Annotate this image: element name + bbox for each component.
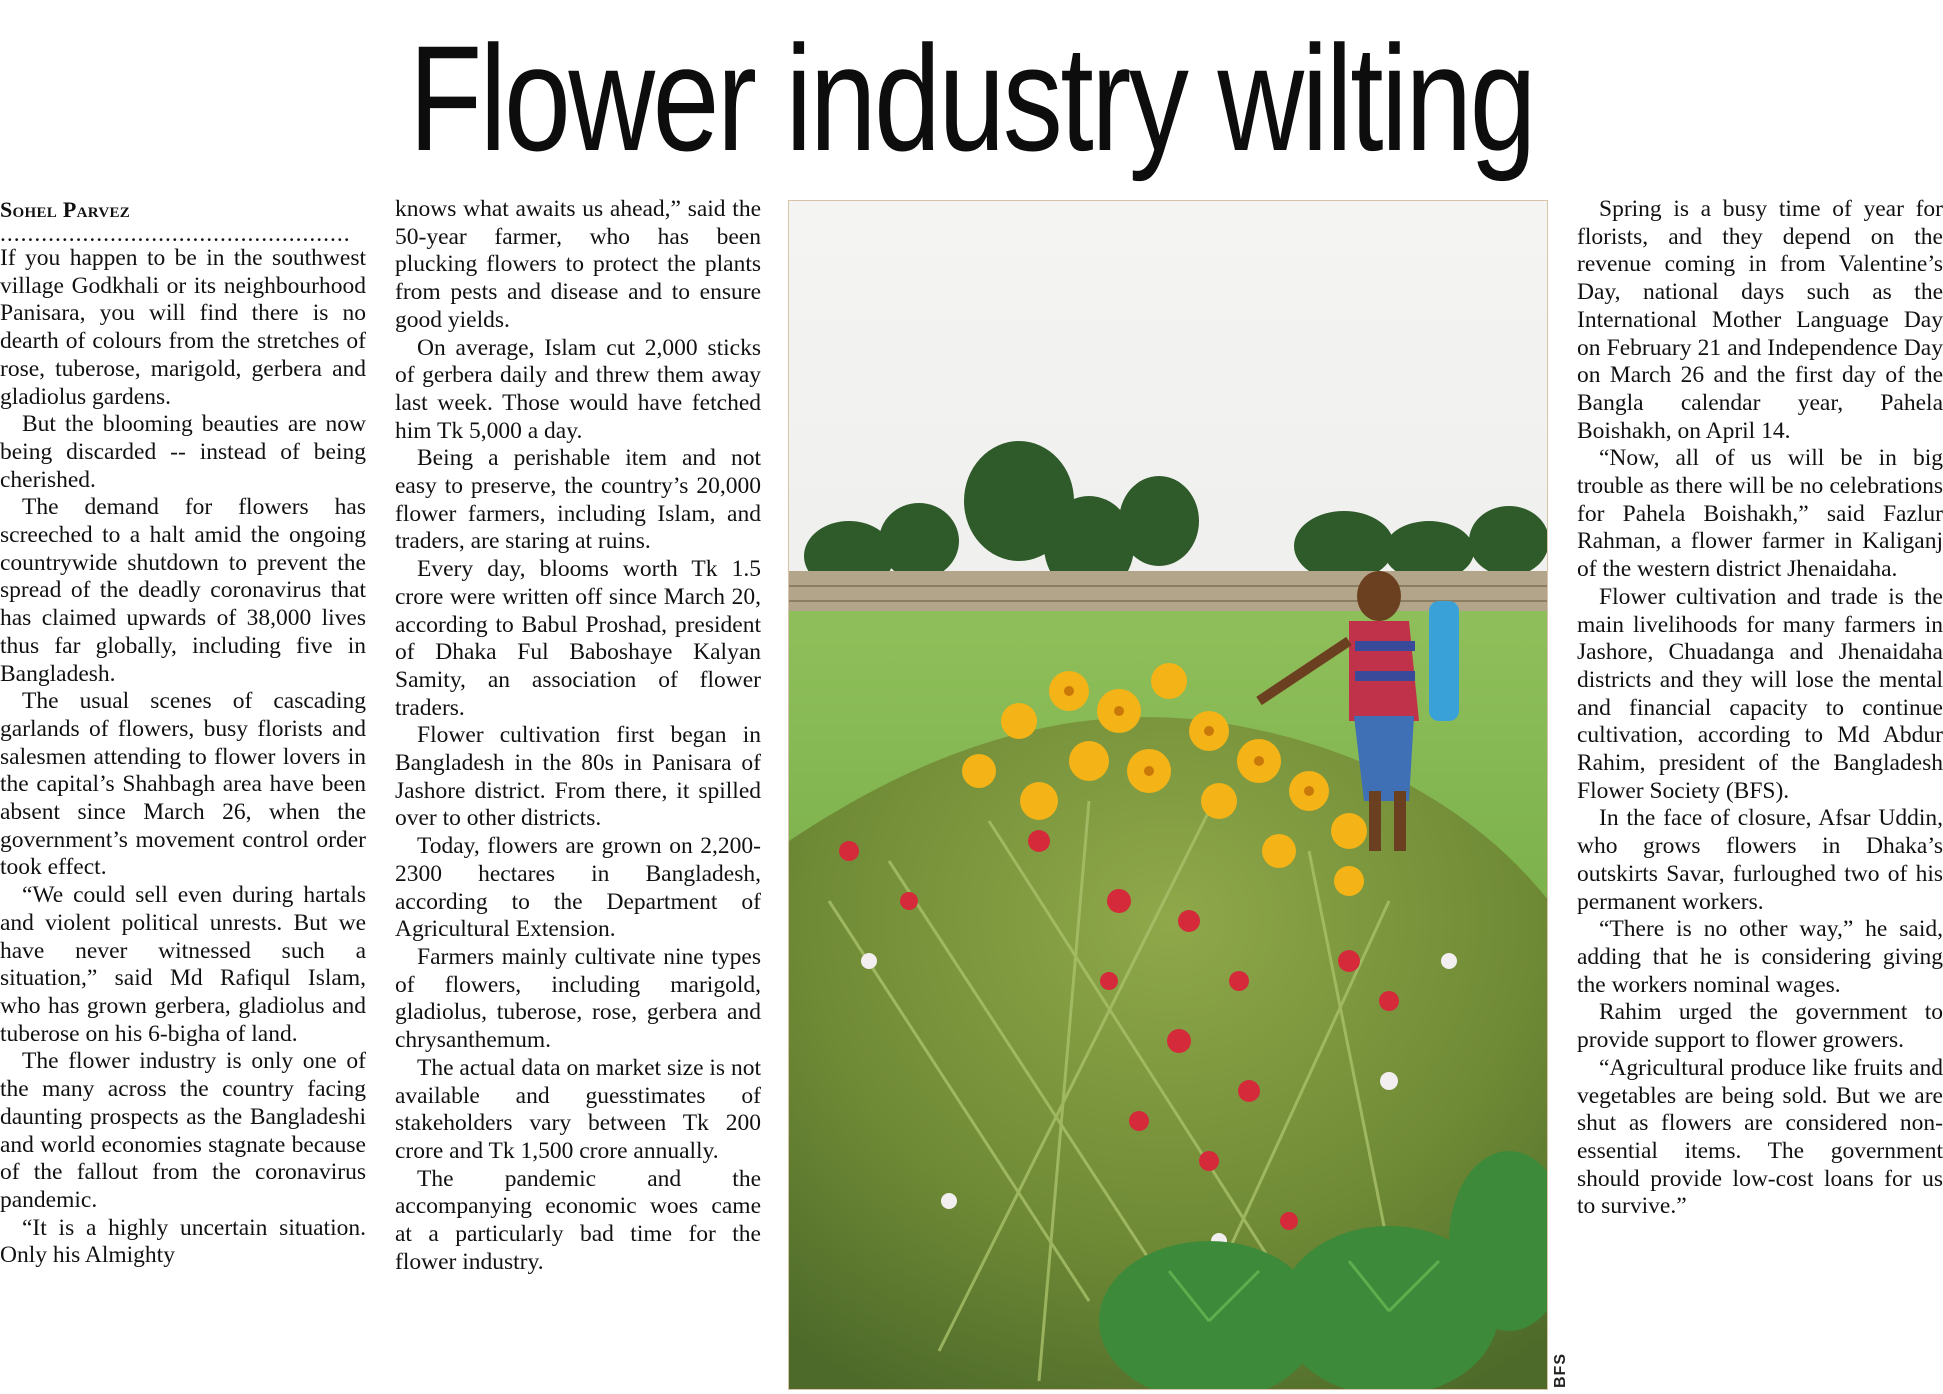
paragraph: Flower cultivation first began in Bangladesh in the 80s in Panisara of Jashore district. From there, it spilled over to other districts. xyxy=(395,722,761,832)
paragraph: In the face of closure, Afsar Uddin, who grows flowers in Dhaka’s outskirts Savar, furloughed two of his permanent workers. xyxy=(1577,805,1943,915)
paragraph: If you happen to be in the southwest village Godkhali or its neighbourhood Panisara, you will find there is no dearth of colours from the stretches of rose, tuberose, marigold, gerbera and gladiolus gardens. xyxy=(0,245,366,410)
paragraph: Rahim urged the government to provide support to flower growers. xyxy=(1577,999,1943,1054)
paragraph: Every day, blooms worth Tk 1.5 crore were written off since March 20, according to Babul Proshad, president of Dhaka Ful Baboshaye Kalyan Samity, an association of flower traders. xyxy=(395,556,761,721)
paragraph: Spring is a busy time of year for florists, and they depend on the revenue coming in from Valentine’s Day, national days such as the International Mother Language Day on February 21 and Independence Day on March 26 and the first day of the Bangla calendar year, Pahela Boishakh, on April 14. xyxy=(1577,196,1943,444)
article-column-3 xyxy=(1577,196,1943,1221)
byline: Sohel Parvez xyxy=(0,197,131,222)
paragraph: “It is a highly uncertain situation. Only his Almighty xyxy=(0,1214,366,1269)
paragraph: “We could sell even during hartals and violent political unrests. But we have never witnessed such a situation,” said Md Rafiqul Islam, who has grown gerbera, gladiolus and tuberose on his 6-bigha of land. xyxy=(0,882,366,1047)
paragraph: But the blooming beauties are now being discarded -- instead of being cherished. xyxy=(0,411,366,493)
paragraph: “Agricultural produce like fruits and vegetables are being sold. But we are shut as flowers are considered non-essential items. The government should provide low-cost loans for us to survive.” xyxy=(1577,1054,1943,1220)
paragraph: The pandemic and the accompanying economic woes came at a particularly bad time for the flower industry. xyxy=(395,1165,761,1275)
byline-rule: ................................................... xyxy=(0,223,351,245)
paragraph: The demand for flowers has screeched to a halt amid the ongoing countrywide shutdown to prevent the spread of the deadly coronavirus that has claimed upwards of 38,000 lives thus far globally, including five in Bangladesh. xyxy=(0,494,366,687)
paragraph: Flower cultivation and trade is the main livelihoods for many farmers in Jashore, Chuadanga and Jhenaidaha districts and they will lose the mental and financial capacity to continue cultivation, according to Md Abdur Rahim, president of the Bangladesh Flower Society (BFS). xyxy=(1577,583,1943,804)
headline: Flower industry wilting xyxy=(408,14,1535,182)
photo-credit: BFS xyxy=(1552,1353,1569,1388)
paragraph: knows what awaits us ahead,” said the 50-year farmer, who has been plucking flowers to protect the plants from pests and disease and to ensure good yields. xyxy=(395,196,761,333)
article-column-1 xyxy=(0,196,366,1270)
paragraph: Being a perishable item and not easy to preserve, the country’s 20,000 flower farmers, including Islam, and traders, are staring at ruins. xyxy=(395,445,761,555)
paragraph: “There is no other way,” he said, adding that he is considering giving the workers nominal wages. xyxy=(1577,916,1943,998)
paragraph: The usual scenes of cascading garlands of flowers, busy florists and salesmen attending to flower lovers in the capital’s Shahbagh area have been absent since March 26, when the government’s movement control order took effect. xyxy=(0,688,366,881)
article-column-2 xyxy=(395,196,761,1276)
paragraph: Farmers mainly cultivate nine types of flowers, including marigold, gladiolus, tuberose, rose, gerbera and chrysanthemum. xyxy=(395,943,761,1054)
paragraph: Today, flowers are grown on 2,200-2300 hectares in Bangladesh, according to the Department of Agricultural Extension. xyxy=(395,833,761,943)
farmer-flowers-photo xyxy=(788,200,1548,1390)
paragraph: The flower industry is only one of the many across the country facing daunting prospects as the Bangladeshi and world economies stagnate because of the fallout from the coronavirus pandemic. xyxy=(0,1048,366,1213)
paragraph: The actual data on market size is not available and guesstimates of stakeholders vary between Tk 200 crore and Tk 1,500 crore annually. xyxy=(395,1054,761,1164)
paragraph: “Now, all of us will be in big trouble as there will be no celebrations for Pahela Boishakh,” said Fazlur Rahman, a flower farmer in Kaliganj of the western district Jhenaidaha. xyxy=(1577,445,1943,583)
paragraph: On average, Islam cut 2,000 sticks of gerbera daily and threw them away last week. Those would have fetched him Tk 5,000 a day. xyxy=(395,334,761,444)
